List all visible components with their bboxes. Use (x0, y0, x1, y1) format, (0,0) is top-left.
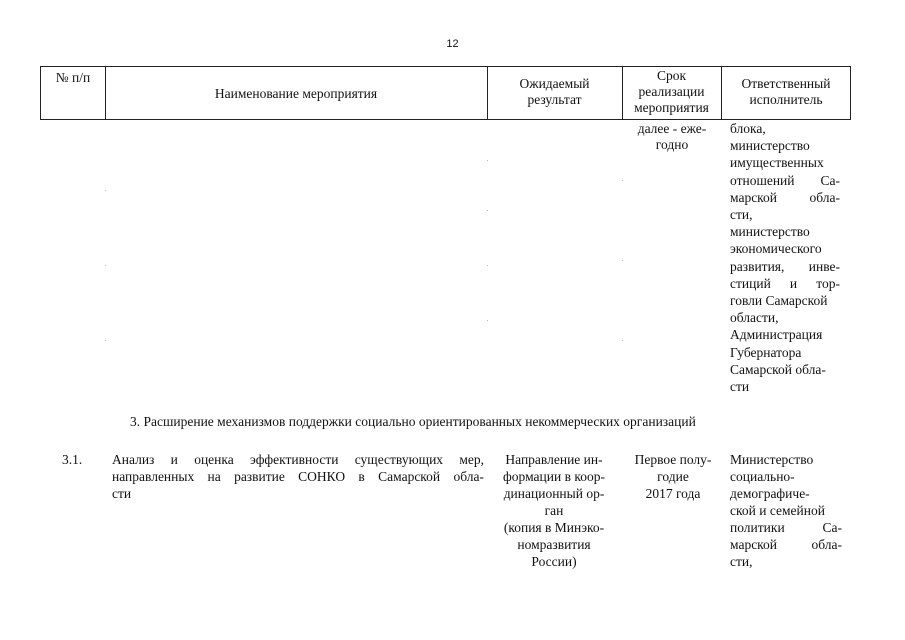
exec-line: имущественных (730, 155, 824, 171)
exec-line: блока, (730, 121, 766, 136)
item-name-line: Анализ и оценка эффективности существующих мер, (112, 452, 484, 467)
guide-dot (487, 160, 488, 161)
item-exec (730, 451, 842, 570)
header-exec-line: исполнитель (749, 92, 823, 107)
exec-line: развития, инве- (730, 258, 840, 274)
item-term-line: 2017 года (645, 486, 701, 501)
exec-line: области, (730, 310, 779, 326)
item-exec-line: социально- (730, 469, 795, 484)
exec-line: министерство (730, 138, 810, 154)
continued-term (626, 121, 718, 153)
exec-line: Самарской обла- (730, 361, 826, 377)
guide-dot (622, 180, 623, 181)
header-term-line: мероприятия (634, 100, 709, 115)
header-term (622, 68, 721, 116)
continued-exec (730, 120, 840, 395)
exec-line: экономического (730, 241, 822, 257)
item-exec-line: политики Са- (730, 520, 842, 535)
item-result-line: номразвития (517, 537, 591, 552)
header-exec-line: Ответственный (741, 76, 831, 91)
header-exec (721, 76, 851, 108)
exec-line: министерство (730, 224, 810, 240)
page-number: 12 (446, 38, 459, 50)
continued-term-line: далее - еже- (637, 121, 707, 136)
item-name-line: сти (112, 486, 132, 501)
header-term-line: Срок (656, 68, 687, 83)
item-exec-line: демографиче- (730, 486, 810, 501)
item-result-line: формации в коор- (503, 469, 605, 484)
exec-line: сти (730, 379, 750, 395)
exec-line: Администрация (730, 327, 823, 343)
exec-line: марской обла- (730, 189, 840, 205)
item-number: 3.1. (62, 452, 83, 467)
header-term-line: реализации (638, 84, 705, 99)
item-result-line: динационный ор- (503, 486, 605, 501)
guide-dot (487, 210, 488, 211)
guide-dot (622, 340, 623, 341)
guide-dot (487, 265, 488, 266)
item-term-line: Первое полу- (634, 452, 712, 467)
item-exec-line: сти, (730, 554, 753, 569)
header-num: № п/п (55, 70, 91, 85)
item-result-line: (копия в Минэко- (503, 520, 605, 535)
header-result-line: Ожидаемый (519, 76, 590, 91)
item-result (490, 451, 618, 570)
guide-dot (105, 340, 106, 341)
item-result-line: ган (544, 503, 564, 518)
exec-line: отношений Са- (730, 172, 840, 188)
item-exec-line: ской и семейной (730, 503, 825, 518)
exec-line: стиций и тор- (730, 275, 840, 291)
item-term-line: годие (657, 469, 689, 484)
item-exec-line: Министерство (730, 452, 814, 467)
header-top-border (40, 66, 851, 67)
guide-dot (487, 320, 488, 321)
exec-line: сти, (730, 207, 753, 223)
exec-line: говли Самарской (730, 293, 828, 309)
header-result (487, 76, 622, 108)
item-term (625, 451, 721, 502)
guide-dot (622, 260, 623, 261)
item-exec-line: марской обла- (730, 537, 842, 552)
item-name-line: направленных на развитие СОНКО в Самарской обла- (112, 469, 484, 484)
item-result-line: России) (531, 554, 577, 569)
header-name: Наименование мероприятия (214, 86, 378, 101)
continued-term-line: годно (655, 137, 689, 152)
section-title: 3. Расширение механизмов поддержки социально ориентированных некоммерческих организаций (130, 414, 696, 429)
guide-dot (105, 190, 106, 191)
item-result-line: Направление ин- (505, 452, 603, 467)
item-name (112, 451, 484, 502)
exec-line: Губернатора (730, 344, 802, 360)
guide-dot (105, 265, 106, 266)
header-result-line: результат (527, 92, 582, 107)
